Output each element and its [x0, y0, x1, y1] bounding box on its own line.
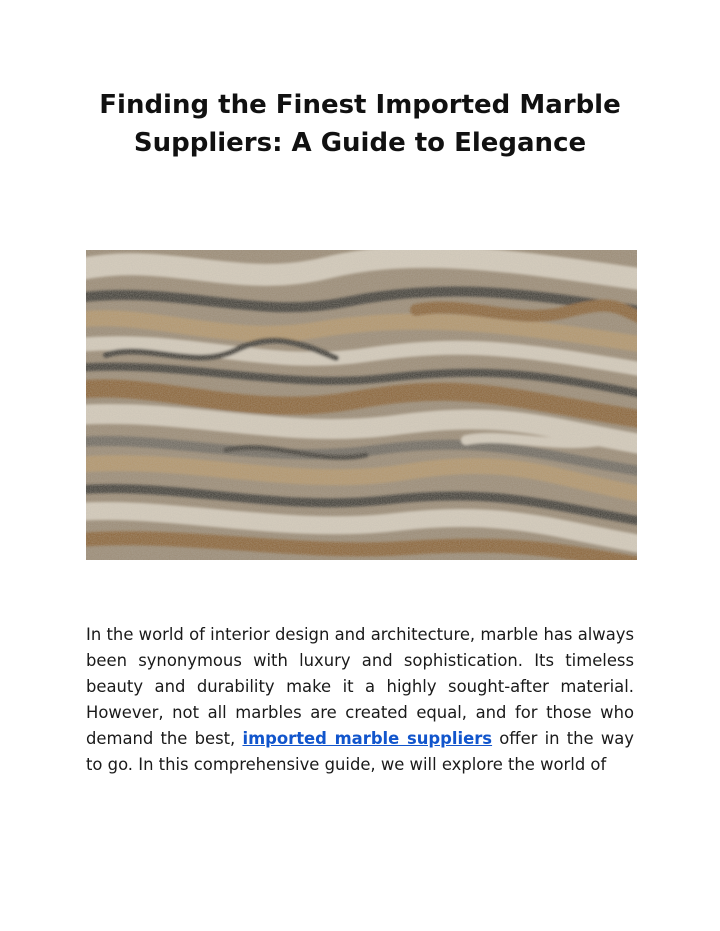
paragraph-text-before-link: In the world of interior design and architecture, marble has always been synonymous with luxury and sophistication. Its timeless beauty and durability make it a highly sought-after material. However, not all marbles are created equal, and for those who demand the best, — [86, 625, 634, 748]
imported-marble-suppliers-link[interactable]: imported marble suppliers — [242, 729, 493, 748]
intro-paragraph — [86, 622, 634, 778]
page-title: Finding the Finest Imported Marble Suppliers: A Guide to Elegance — [99, 90, 621, 158]
paragraph-text-after-link: offer in the way to go. In this comprehensive guide, we will explore the world of — [86, 729, 634, 774]
marble-texture-image — [86, 250, 637, 560]
